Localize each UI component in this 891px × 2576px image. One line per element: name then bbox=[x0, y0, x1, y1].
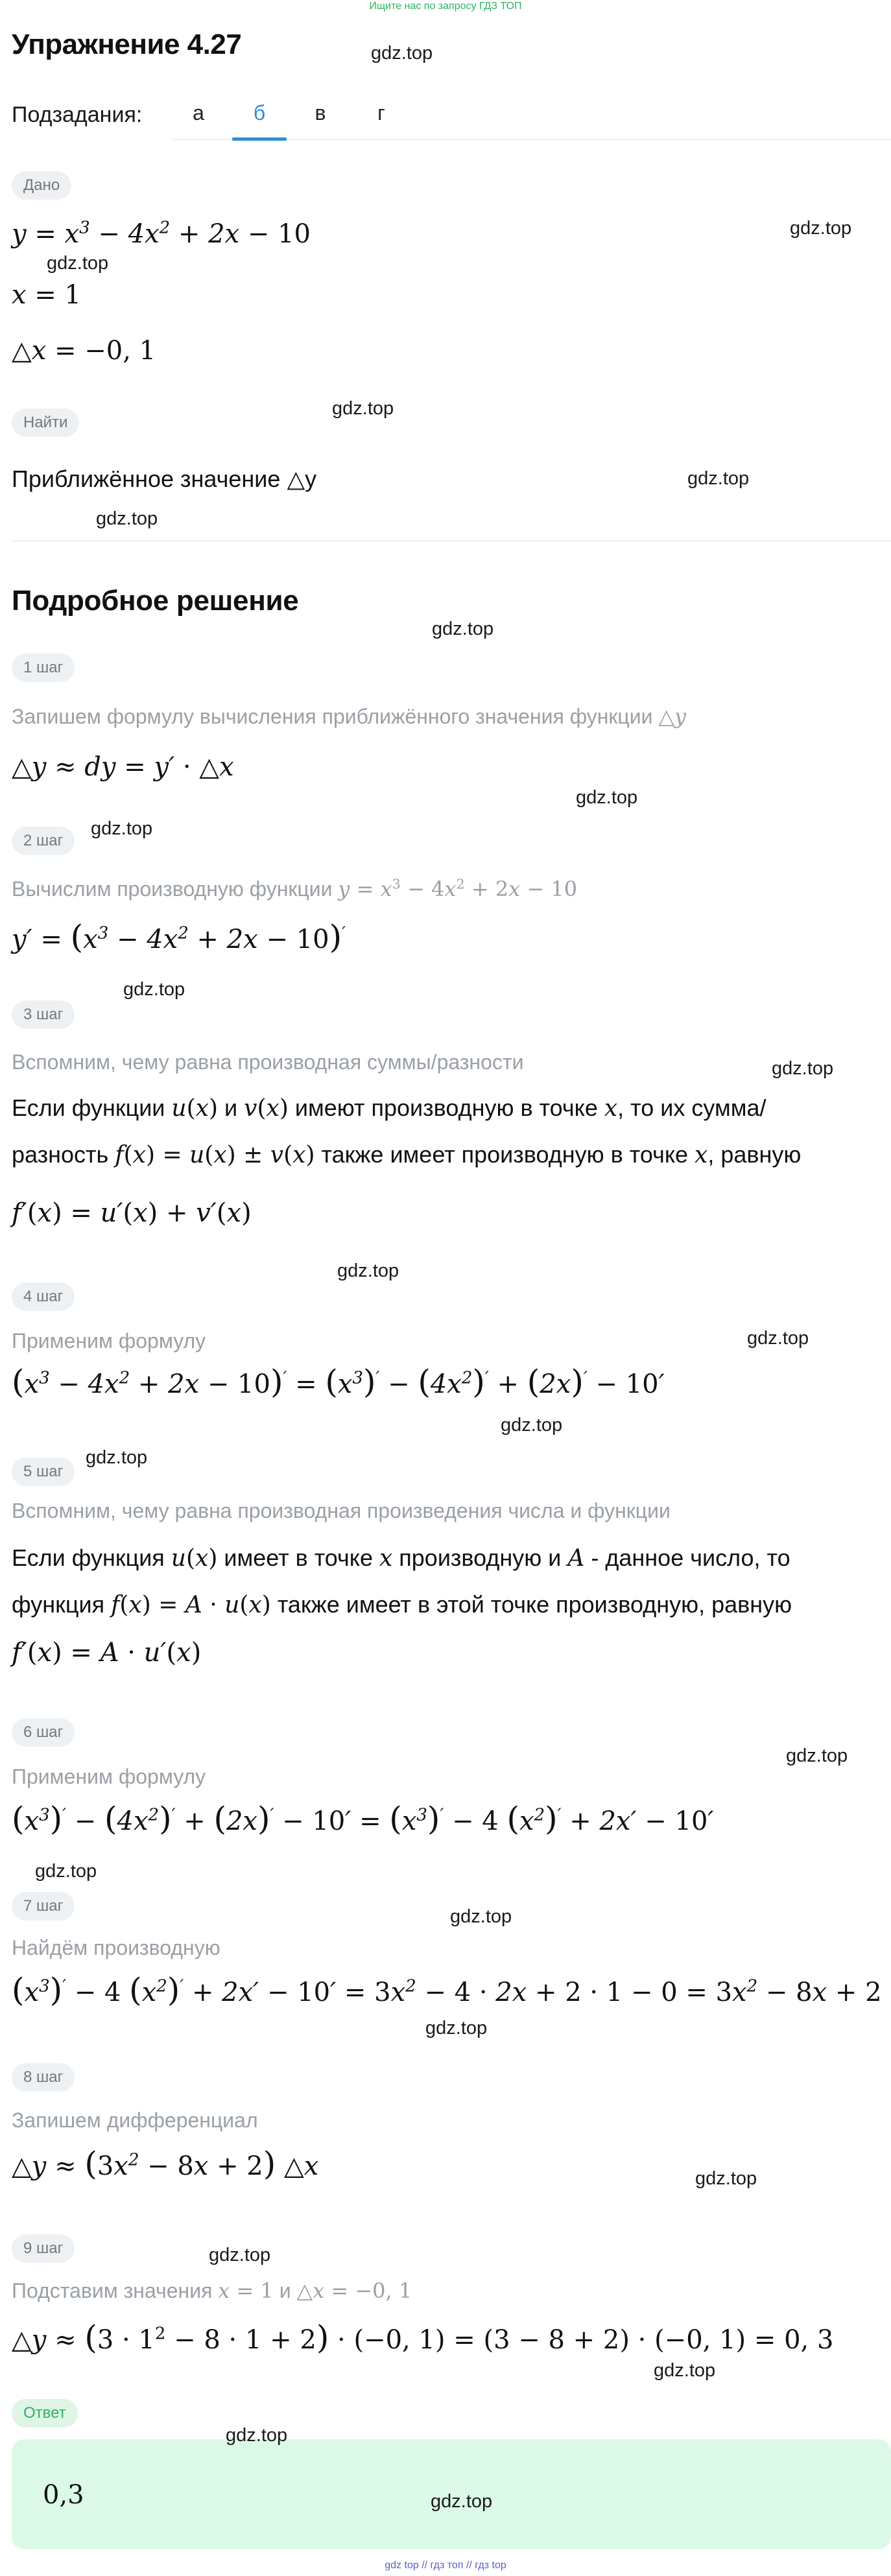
watermark: gdz.top bbox=[501, 1415, 563, 1436]
step-8-formula: △y ≈ $(3x^2 - 8x + 2)$ △x bbox=[12, 2145, 319, 2182]
watermark: gdz.top bbox=[209, 2245, 271, 2265]
answer-value: 0,3 bbox=[43, 2480, 84, 2510]
step-9-desc: Подставим значения x = 1 и △x = −0, 1 bbox=[12, 2278, 412, 2303]
tab-v[interactable]: в bbox=[315, 101, 326, 124]
step-5-desc: Вспомним, чему равна производная произведения числа и функции bbox=[12, 1499, 671, 1522]
step-3-text-line-2: разность f(x) = u(x) ± v(x) также имеет производную в точке x, равную bbox=[12, 1141, 802, 1168]
step-8-desc: Запишем дифференциал bbox=[12, 2109, 258, 2132]
tab-g[interactable]: г bbox=[377, 101, 385, 124]
step-7-badge: 7 шаг bbox=[12, 1892, 75, 1920]
step-2-formula: $y' = (x^3 - 4x^2 + 2x - 10)'$ bbox=[12, 918, 346, 956]
step-1-formula: △y ≈ dy = y′ · △x bbox=[12, 752, 234, 782]
watermark: gdz.top bbox=[687, 468, 750, 489]
watermark: gdz.top bbox=[772, 1058, 834, 1079]
watermark: gdz.top bbox=[35, 1861, 97, 1882]
step-1-desc: Запишем формулу вычисления приближённого значения функции △y bbox=[12, 704, 687, 729]
tab-b[interactable]: б bbox=[253, 101, 266, 124]
solution-title: Подробное решение bbox=[12, 585, 299, 617]
step-5-text-line-1: Если функция u(x) имеет в точке x производную и A - данное число, то bbox=[12, 1544, 790, 1572]
find-text: Приближённое значение △y bbox=[12, 466, 317, 492]
watermark: gdz.top bbox=[786, 1745, 848, 1766]
step-4-desc: Применим формулу bbox=[12, 1329, 206, 1353]
step-6-formula: $(x^3)' - (4x^2)' + (2x)' - 10' = (x^3)' - 4$ $(x^2)' + 2x' - 10'$ bbox=[12, 1800, 714, 1837]
watermark: gdz.top bbox=[450, 1906, 512, 1927]
watermark: gdz.top bbox=[747, 1328, 809, 1349]
tab-a[interactable]: а bbox=[193, 101, 204, 124]
watermark: gdz.top bbox=[371, 43, 433, 64]
watermark: gdz.top bbox=[332, 398, 394, 419]
step-4-badge: 4 шаг bbox=[12, 1282, 75, 1311]
answer-badge: Ответ bbox=[12, 2399, 78, 2428]
watermark: gdz.top bbox=[432, 619, 494, 639]
subtasks-bar bbox=[12, 95, 891, 140]
given-badge: Дано bbox=[12, 171, 71, 200]
step-8-badge: 8 шаг bbox=[12, 2063, 75, 2092]
watermark: gdz.top bbox=[425, 2018, 488, 2038]
watermark: gdz.top bbox=[91, 818, 153, 839]
watermark: gdz.top bbox=[695, 2168, 757, 2189]
step-2-desc: Вычислим производную функции $y = x^3 - 4x^2 + 2x - 10$ bbox=[12, 876, 578, 901]
watermark: gdz.top bbox=[431, 2491, 493, 2512]
find-badge: Найти bbox=[12, 408, 79, 437]
watermark: gdz.top bbox=[654, 2360, 716, 2381]
given-x: x = 1 bbox=[12, 280, 81, 310]
watermark: gdz.top bbox=[337, 1260, 399, 1281]
step-7-formula: $(x^3)' - 4$ $(x^2)' + 2x' - 10' = 3x^2 - 4 \cdot 2x + 2 \cdot 1 - 0 = 3x^2 - 8x + 2$ bbox=[12, 1971, 882, 2009]
watermark: gdz.top bbox=[790, 218, 852, 239]
step-7-desc: Найдём производную bbox=[12, 1936, 220, 1959]
step-6-desc: Применим формулу bbox=[12, 1765, 206, 1788]
step-5-text-line-2: функция f(x) = A · u(x) также имеет в этой точке производную, равную bbox=[12, 1591, 792, 1618]
step-3-text-line-1: Если функции u(x) и v(x) имеют производную в точке x, то их сумма/ bbox=[12, 1094, 766, 1122]
watermark: gdz.top bbox=[96, 508, 158, 529]
watermark: gdz.top bbox=[123, 979, 185, 1000]
step-4-formula: $(x^3 - 4x^2 + 2x - 10)' = (x^3)' - (4x^2)' + (2x)' - 10'$ bbox=[12, 1363, 665, 1400]
watermark: gdz.top bbox=[576, 787, 638, 808]
given-dx: △x = −0, 1 bbox=[12, 336, 156, 366]
watermark: gdz.top bbox=[86, 1447, 148, 1468]
step-6-badge: 6 шаг bbox=[12, 1718, 75, 1747]
given-function: $y = x^3 - 4x^2 + 2x - 10$ bbox=[12, 218, 311, 249]
section-divider bbox=[12, 540, 891, 541]
step-3-formula: f′(x) = u′(x) + v′(x) bbox=[12, 1198, 252, 1228]
subtasks-label: Подзадания: bbox=[12, 102, 143, 127]
active-tab-indicator bbox=[232, 137, 287, 141]
step-3-badge: 3 шаг bbox=[12, 1000, 75, 1029]
step-3-desc: Вспомним, чему равна производная суммы/разности bbox=[12, 1050, 524, 1074]
watermark: gdz.top bbox=[47, 253, 109, 274]
step-1-badge: 1 шаг bbox=[12, 654, 75, 682]
watermark: gdz.top bbox=[226, 2425, 288, 2446]
step-9-formula: △y ≈ $(3 \cdot 1^2 - 8 \cdot 1 + 2) \cdot (-0$, 1) = (3 − 8 + 2) · (−0, 1) = 0, 3 bbox=[12, 2319, 834, 2356]
top-promo-link[interactable]: Ищите нас по запросу ГДЗ ТОП bbox=[369, 1, 522, 12]
page-title: Упражнение 4.27 bbox=[12, 29, 242, 60]
step-5-formula: f′(x) = A · u′(x) bbox=[12, 1638, 202, 1668]
step-9-badge: 9 шаг bbox=[12, 2234, 75, 2263]
step-2-badge: 2 шаг bbox=[12, 827, 75, 855]
footer-links[interactable]: gdz top // гдз топ // гдз top bbox=[385, 2560, 506, 2571]
step-5-badge: 5 шаг bbox=[12, 1458, 75, 1486]
